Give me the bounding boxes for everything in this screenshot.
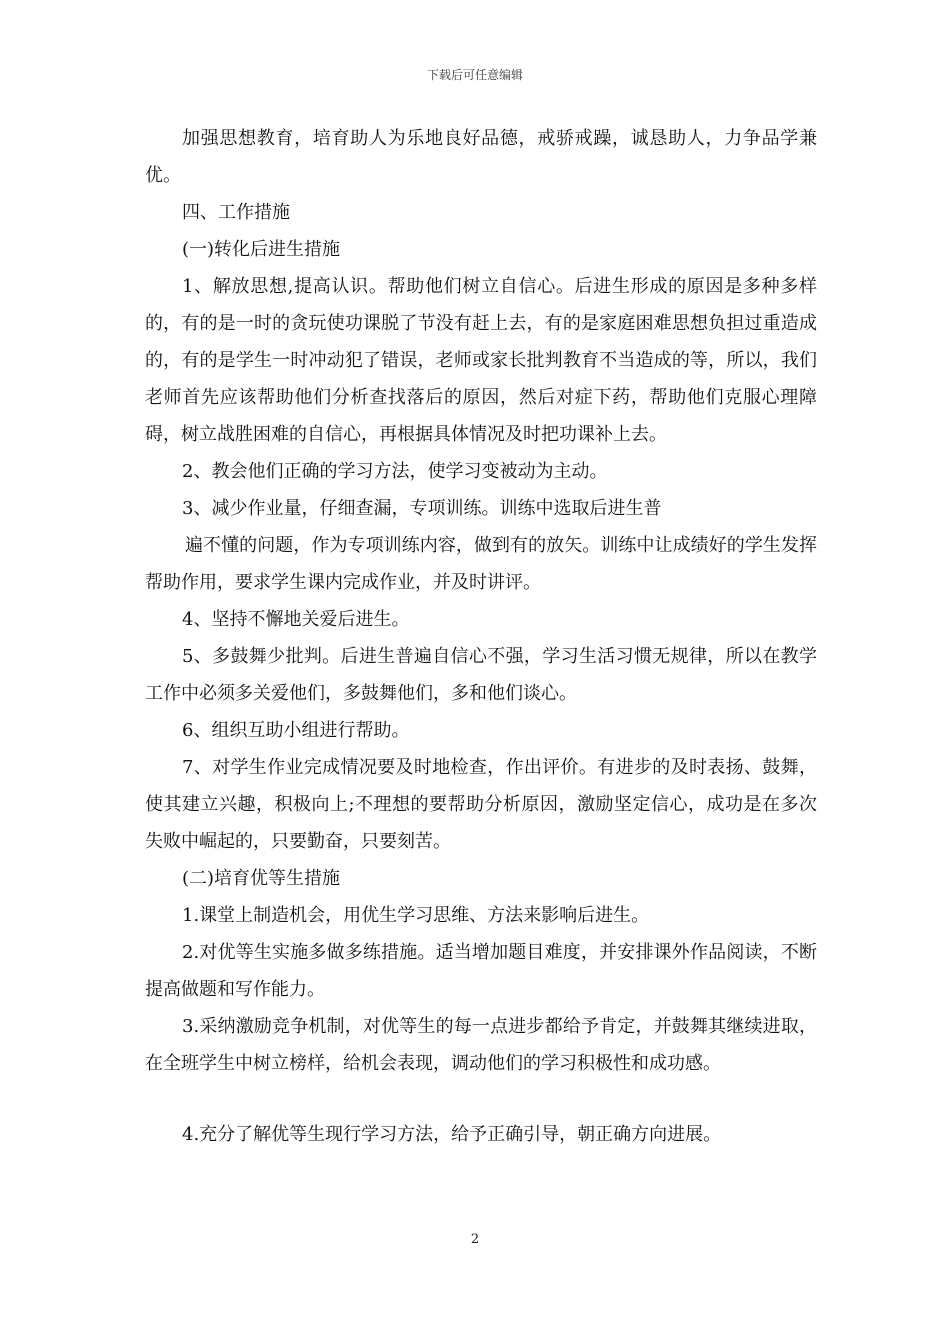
subheading-top-student-measures: (二)培育优等生措施 [182, 868, 341, 889]
paragraph-top-item-4: 4.充分了解优等生现行学习方法，给予正确引导，朝正确方向进展。 [182, 1124, 722, 1145]
paragraph-item-3: 3、减少作业量，仔细查漏，专项训练。训练中选取后进生普 [182, 498, 662, 519]
paragraph-top-item-2: 2.对优等生实施多做多练措施。适当增加题目难度，并安排课外作品阅读，不断提高做题和写作能力。 [145, 942, 817, 1000]
paragraph-item-3-continued: 遍不懂的问题，作为专项训练内容，做到有的放矢。训练中让成绩好的学生发挥帮助作用，要求学生课内完成作业，并及时讲评。 [145, 535, 817, 593]
paragraph-top-item-3: 3.采纳激励竞争机制，对优等生的每一点进步都给予肯定，并鼓舞其继续进取，在全班学生中树立榜样，给机会表现，调动他们的学习积极性和成功感。 [145, 1016, 817, 1074]
section-heading-work-measures: 四、工作措施 [182, 202, 290, 223]
paragraph-top-item-1: 1.课堂上制造机会，用优生学习思维、方法来影响后进生。 [182, 905, 650, 926]
paragraph-item-6: 6、组织互助小组进行帮助。 [182, 720, 410, 741]
paragraph-moral-education: 加强思想教育，培育助人为乐地良好品德，戒骄戒躁，诚恳助人，力争品学兼优。 [145, 128, 817, 186]
paragraph-item-4: 4、坚持不懈地关爱后进生。 [182, 609, 410, 630]
paragraph-item-7: 7、对学生作业完成情况要及时地检查，作出评价。有进步的及时表扬、鼓舞，使其建立兴趣，积极向上;不理想的要帮助分析原因，激励坚定信心，成功是在多次失败中崛起的，只要勤奋，只要刻苦。 [145, 757, 817, 852]
page-number: 2 [470, 1232, 480, 1247]
document-body [145, 120, 817, 1153]
paragraph-item-5: 5、多鼓舞少批判。后进生普遍自信心不强，学习生活习惯无规律，所以在教学工作中必须多关爱他们，多鼓舞他们，多和他们谈心。 [145, 646, 817, 704]
subheading-underachiever-measures: (一)转化后进生措施 [182, 239, 341, 260]
header-note: 下载后可任意编辑 [426, 68, 523, 82]
paragraph-item-2: 2、教会他们正确的学习方法，使学习变被动为主动。 [182, 461, 608, 482]
paragraph-item-1: 1、解放思想,提高认识。帮助他们树立自信心。后进生形成的原因是多种多样的，有的是一时的贪玩使功课脱了节没有赶上去，有的是家庭困难思想负担过重造成的，有的是学生一时冲动犯了错误，老师或家长批判教育不当造成的等，所以，我们老师首先应该帮助他们分析查找落后的原因，然后对症下药，帮助他们克服心理障碍，树立战胜困难的自信心，再根据具体情况及时把功课补上去。 [145, 276, 817, 445]
